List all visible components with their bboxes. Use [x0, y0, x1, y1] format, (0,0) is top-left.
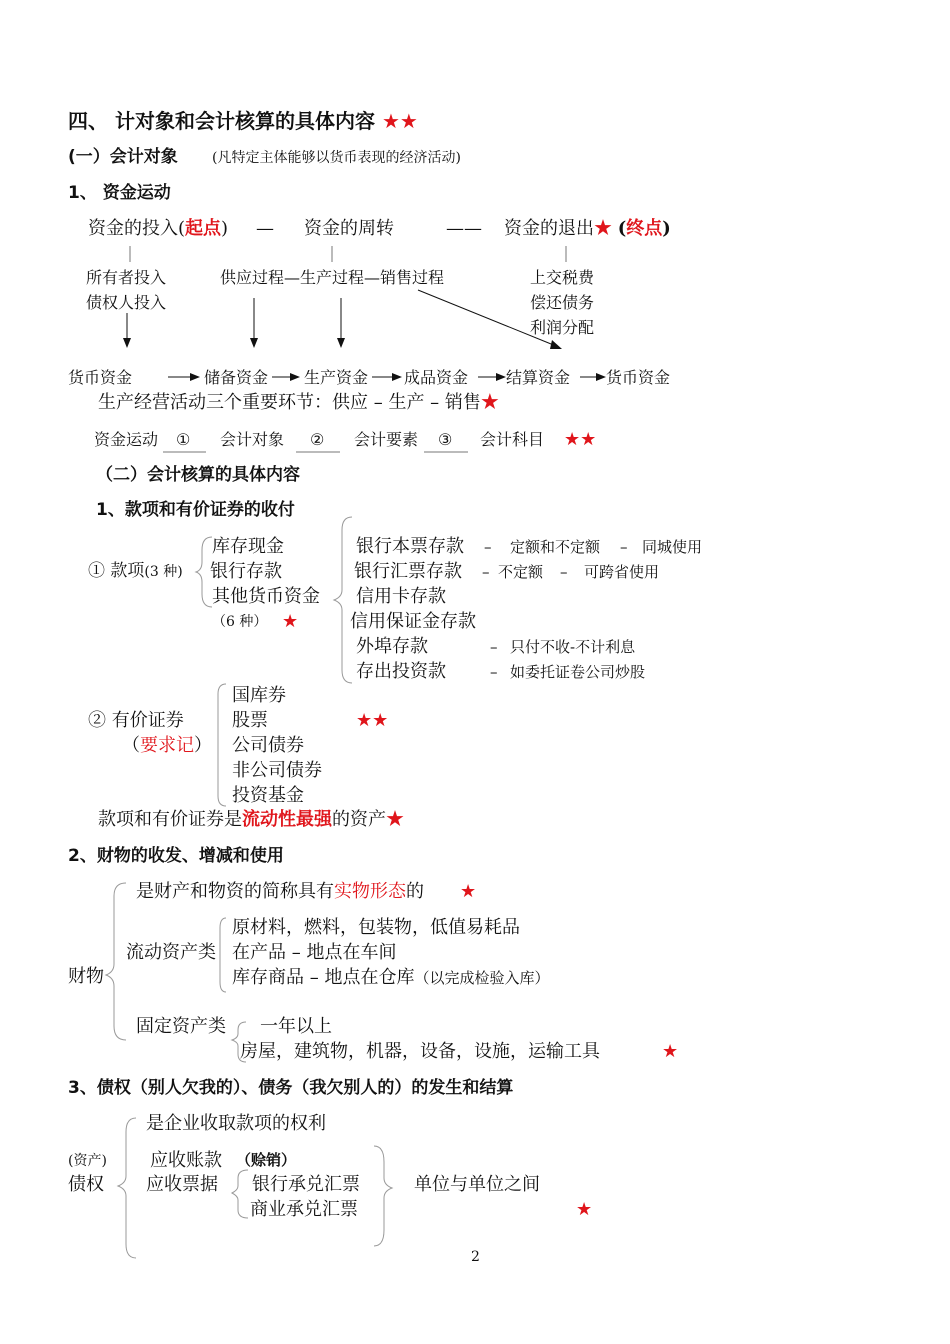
out-of-town-deposit: 外埠存款 — [356, 636, 428, 657]
securities-label: ② 有价证券 — [88, 710, 184, 731]
current-assets-label: 流动资产类 — [126, 942, 216, 963]
chain-num-3: ③ — [438, 430, 453, 449]
flow-dash: —— — [446, 218, 482, 239]
owner-investment: 所有者投入 — [86, 268, 167, 287]
investment-deposit: 存出投资款 — [356, 661, 446, 682]
star-icon: ★ — [460, 881, 477, 902]
fixed-asset-duration: 一年以上 — [260, 1016, 332, 1037]
fund-form-3: 生产资金 — [304, 368, 369, 387]
profit-distribution: 利润分配 — [530, 318, 595, 337]
chain-item-2: 会计对象 — [220, 430, 285, 449]
liquidity-summary: 款项和有价证券是流动性最强的资产★ — [98, 809, 404, 830]
end-point-tag: 终点 — [626, 218, 663, 239]
fund-turnover: 资金的周转 — [304, 218, 394, 239]
creditor-rights-label: 债权 — [68, 1174, 104, 1195]
securities-note: （要求记） — [122, 735, 212, 756]
kuanxiang-label: ① 款项(3 种) — [88, 561, 183, 581]
process-chain: 供应过程—生产过程—销售过程 — [220, 268, 445, 287]
chain-num-2: ② — [310, 430, 325, 449]
notes-receivable: 应收票据 — [146, 1174, 218, 1195]
investment-fund: 投资基金 — [232, 785, 304, 806]
flow-dash: — — [256, 218, 274, 239]
fund-form-1: 货币资金 — [68, 368, 133, 387]
chain-item-1: 资金运动 — [94, 430, 159, 449]
section-accounting-object: (一）会计对象 — [68, 147, 178, 167]
repay-debt: 偿还债务 — [530, 293, 595, 312]
fund-form-2: 储备资金 — [204, 368, 269, 387]
fund-form-4: 成品资金 — [404, 368, 469, 387]
treasury-bond: 国库券 — [232, 685, 286, 706]
star-icon: ★ — [480, 392, 499, 413]
fixed-asset-examples: 房屋，建筑物，机器，设备，设施，运输工具 — [240, 1041, 600, 1062]
start-point-tag: 起点 — [185, 218, 222, 239]
section-note: (凡特定主体能够以货币表现的经济活动) — [212, 150, 461, 166]
page-title — [68, 111, 418, 131]
three-steps: 生产经营活动三个重要环节：供应 – 生产 – 销售★ — [98, 392, 499, 413]
creditor-definition: 是企业收取款项的权利 — [146, 1113, 326, 1134]
fund-form-6: 货币资金 — [606, 368, 671, 387]
item-3-title: 3、债权（别人欠我的）、债务（我欠别人的）的发生和结算 — [68, 1078, 514, 1098]
current-asset-line-1: 原材料，燃料，包装物，低值易耗品 — [232, 917, 520, 938]
page-number: 2 — [471, 1249, 480, 1265]
commercial-acceptance-bill: 商业承兑汇票 — [250, 1199, 358, 1220]
other-funds: 其他货币资金 — [212, 586, 320, 607]
credit-card-deposit: 信用卡存款 — [356, 586, 446, 607]
corporate-bond: 公司债券 — [232, 735, 304, 756]
asset-tag: (资产) — [68, 1153, 107, 1169]
bank-bill-deposit: 银行汇票存款 — [354, 561, 462, 582]
subsection-fund-movement: 1、 资金运动 — [68, 183, 171, 203]
property-label: 财物 — [68, 966, 104, 987]
star-icon: ★★ — [381, 109, 418, 133]
property-definition: 是财产和物资的简称具有实物形态的 — [136, 881, 424, 902]
credit-guarantee-deposit: 信用保证金存款 — [350, 611, 476, 632]
current-asset-line-3: 库存商品 – 地点在仓库（以完成检验入库） — [232, 967, 550, 988]
non-corporate-bond: 非公司债券 — [232, 760, 322, 781]
six-types: （6 种） — [212, 614, 268, 630]
fund-exit: 资金的退出★ (终点) — [504, 218, 671, 239]
star-icon: ★ — [662, 1041, 679, 1062]
credit-sale-tag: （赊销） — [236, 1151, 297, 1169]
accounts-receivable: 应收账款 — [150, 1150, 222, 1171]
creditor-investment: 债权人投入 — [86, 293, 167, 312]
star-icon: ★ — [594, 218, 612, 239]
star-icon: ★ — [282, 611, 299, 632]
item-1-title: 1、款项和有价证券的收付 — [96, 500, 295, 520]
star-icon: ★ — [576, 1199, 593, 1220]
chain-item-3: 会计要素 — [354, 430, 419, 449]
between-units: 单位与单位之间 — [414, 1174, 540, 1195]
cash-on-hand: 库存现金 — [212, 536, 284, 557]
star-icon: ★★ — [356, 710, 389, 731]
bank-acceptance-bill: 银行承兑汇票 — [252, 1174, 360, 1195]
star-icon: ★★ — [564, 429, 597, 450]
fund-form-5: 结算资金 — [506, 368, 571, 387]
bank-deposit: 银行存款 — [210, 561, 282, 582]
star-icon: ★ — [386, 809, 404, 830]
fund-input: 资金的投入(起点) — [88, 218, 229, 239]
chain-item-4: 会计科目 — [480, 430, 545, 449]
fixed-assets-label: 固定资产类 — [136, 1016, 226, 1037]
current-asset-line-2: 在产品 – 地点在车间 — [232, 942, 397, 963]
section-accounting-content: （二）会计核算的具体内容 — [96, 465, 300, 485]
stock: 股票 — [232, 710, 268, 731]
chain-num-1: ① — [176, 430, 191, 449]
title-text: 四、 计对象和会计核算的具体内容 — [68, 109, 375, 133]
item-2-title: 2、财物的收发、增减和使用 — [68, 846, 284, 866]
bank-draft-deposit: 银行本票存款 — [356, 536, 464, 557]
pay-taxes: 上交税费 — [530, 268, 595, 287]
